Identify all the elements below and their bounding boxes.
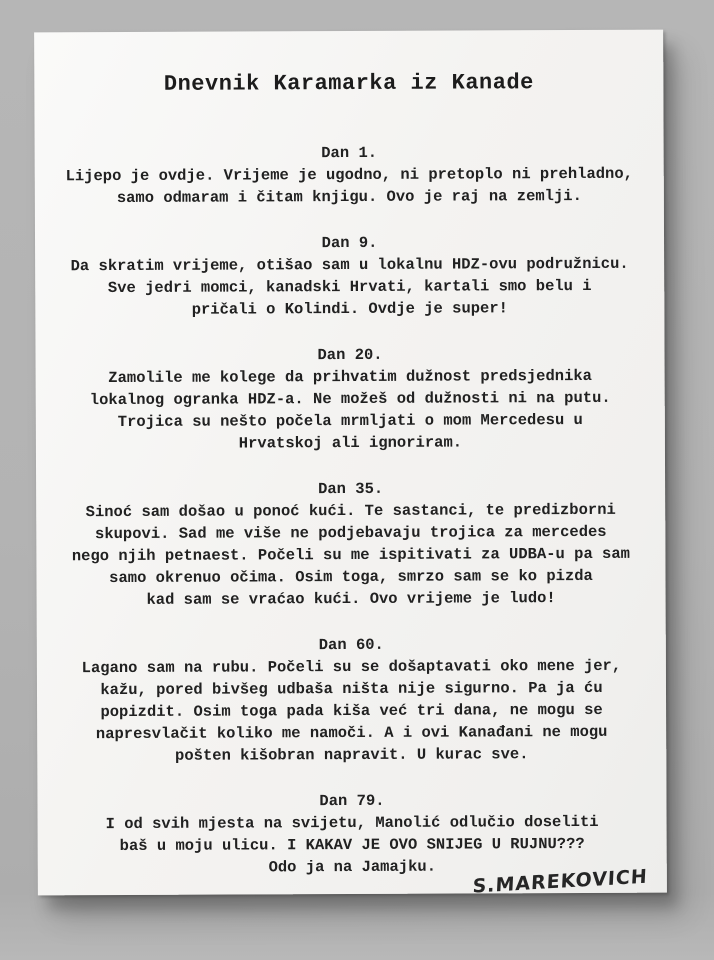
diary-entry [39, 141, 660, 210]
diary-entry [41, 633, 663, 768]
entry-heading: Dan 60. [318, 635, 384, 655]
diary-entry [39, 231, 660, 322]
page-title: Dnevnik Karamarka iz Kanade [163, 70, 534, 97]
entry-heading: Dan 79. [319, 791, 385, 811]
entry-heading: Dan 35. [318, 479, 384, 499]
entry-heading: Dan 20. [317, 345, 383, 365]
diary-entry [39, 343, 660, 456]
entry-body: Lagano sam na rubu. Počeli su se došaptavati oko mene jer, kažu, pored bivšeg udbaša ništa nije sigurno. Pa ja ću popizdit. Osim toga pada kiša već tri dana, ne mogu se napresvlačit koliko me namoči. A i ovi Kanađani ne mogu pošten kišobran napravit. U kurac sve. [81, 656, 622, 765]
entry-body: Sinoć sam došao u ponoć kući. Te sastanci, te predizborni skupovi. Sad me više ne podjebavaju trojica za mercedes nego njih petnaest. Počeli su me ispitivati za UDBA-u pa sam samo okrenuo očima. Osim toga, smrzo sam se ko pizda kad sam se vraćao kući. Ovo vrijeme je ludo! [71, 500, 630, 609]
paper-sheet [34, 30, 667, 896]
diary-entry [40, 477, 662, 612]
signature: S.MAREKOVICH [471, 865, 648, 898]
entry-body: Lijepo je ovdje. Vrijeme je ugodno, ni pretoplo ni prehladno, samo odmaram i čitam knjigu. Ovo je raj na zemlji. [65, 164, 633, 208]
diary-entry [41, 789, 662, 880]
entry-body: Da skratim vrijeme, otišao sam u lokalnu HDZ-ovu podružnicu. Sve jedri momci, kanadski Hrvati, kartali smo belu i pričali o Kolindi. Ovdje je super! [70, 254, 629, 319]
entry-body: I od svih mjesta na svijetu, Manolić odlučio doseliti baš u moju ulicu. I KAKAV JE OVO SNIJEG U RUJNU??? Odo ja na Jamajku. [105, 812, 599, 877]
entry-body: Zamolile me kolege da prihvatim dužnost predsjednika lokalnog ogranka HDZ-a. Ne možeš od dužnosti ni na putu. Trojica su nešto počela mrmljati o mom Mercedesu u Hrvatskoj ali ignoriram. [89, 366, 611, 453]
entry-heading: Dan 1. [321, 143, 378, 163]
diary-entries [35, 141, 667, 880]
entry-heading: Dan 9. [321, 233, 378, 253]
